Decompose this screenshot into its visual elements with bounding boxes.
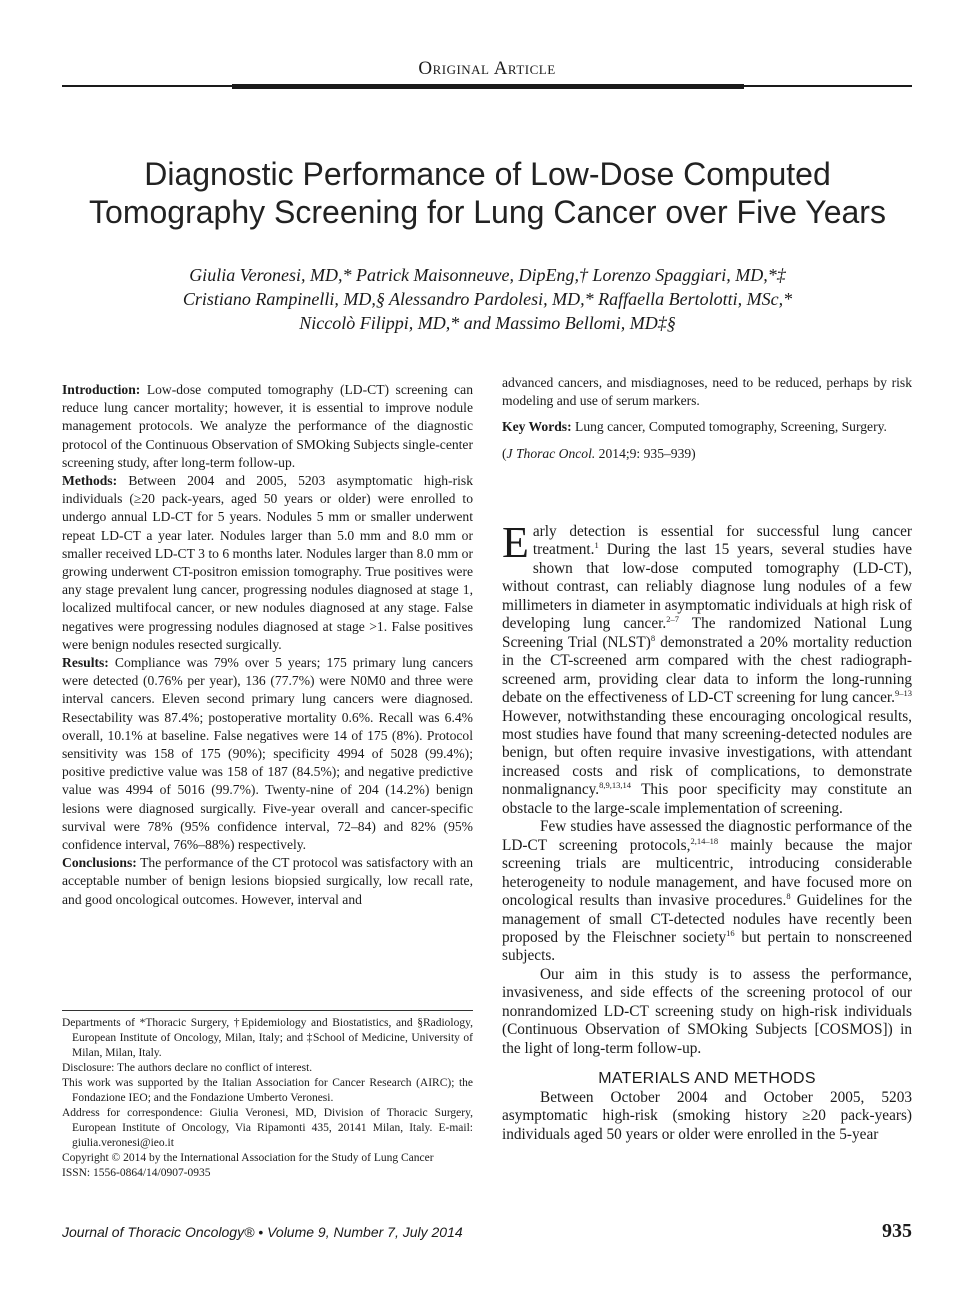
body-paragraph — [502, 518, 912, 818]
body-paragraph — [502, 818, 912, 966]
drop-cap: E — [502, 518, 529, 567]
reference[interactable]: 1 — [594, 540, 599, 551]
author-list — [80, 263, 895, 335]
footnote-correspondence: Address for correspondence: Giulia Veronesi, MD, Division of Thoracic Surgery, European Institute of Oncology, Via Ripamonti 435, 20141 Milan, Italy. E-mail: giulia.veronesi@ieo.it — [62, 1107, 473, 1149]
reference[interactable]: 9–13 — [895, 687, 912, 698]
section-label: Original Article — [418, 58, 556, 79]
reference[interactable]: 8 — [786, 890, 791, 901]
header-rule-accent — [232, 84, 744, 89]
body-text-run: but pertain to nonscreened subjects. — [502, 928, 912, 965]
abstract-results — [62, 654, 473, 854]
abstract-introduction — [62, 381, 473, 472]
author-line: Niccolò Filippi, MD,* and Massimo Bellomi, MD‡§ — [299, 313, 676, 333]
body-text-run: demonstrated a 20% mortality reduction in the CT-screened arm compared with the chest radiograph-screened arm, providing clear data to inform the long-running debate on the effectiveness of LD-CT screening for lung cancer. — [502, 633, 912, 707]
abstract-column — [62, 381, 473, 909]
body-text-run: During the last 15 years, several studies have shown that low-dose computed tomography (LD-CT), without contrast, can reliably diagnose lung nodules of a few millimeters in diameter in asymptomatic individuals at high risk of developing lung cancer. — [502, 541, 912, 633]
keywords-text: Lung cancer, Computed tomography, Screening, Surgery. — [575, 419, 887, 435]
footnote-funding: This work was supported by the Italian Association for Cancer Research (AIRC); the Fondazione IEO; and the Fondazione Umberto Veronesi. — [62, 1077, 473, 1104]
abstract — [62, 381, 473, 909]
body-paragraph: Between October 2004 and October 2005, 5203 asymptomatic high-risk (smoking history ≥20 pack-years) individuals aged 50 years or older were enrolled in the 5-year — [502, 1088, 912, 1143]
citation-journal: J Thorac Oncol. — [506, 445, 596, 461]
reference[interactable]: 2,14–18 — [690, 835, 719, 846]
keywords-label: Key Words: — [502, 419, 572, 435]
page-number: 935 — [882, 1220, 912, 1242]
abstract-label: Methods: — [62, 473, 118, 489]
section-heading: MATERIALS AND METHODS — [598, 1070, 816, 1088]
keywords — [502, 418, 912, 436]
abstract-text: Between 2004 and 2005, 5203 asymptomatic high-risk individuals (≥20 pack-years, aged 50 years or older) were enrolled to undergo annual LD-CT for 5 years. Nodules 5 mm or smaller underwent repeat LD-CT a year later. Nodules larger than 5.0 mm and 8.0 mm or smaller received LD-CT 3 to 6 months later. Nodules larger than 8.0 mm or growing underwent CT-positron emission tomography. True positives were any stage prevalent lung cancer, progressing nodules diagnosed at stage 1, localized multifocal cancer, or new nodules diagnosed at any stage. False negatives were progressing nodules diagnosed at stage >1. False positives were benign nodules resected surgically. — [62, 473, 473, 652]
footnotes — [62, 1010, 473, 1181]
body-text-run: arly detection is essential for successful lung cancer treatment. — [532, 523, 912, 559]
abstract-continuation — [502, 374, 912, 463]
body-text-run: Guidelines for the management of small CT-detected nodules have recently been proposed by the Fleischner society — [502, 892, 912, 946]
body-text-run: This poor specificity may constitute an obstacle to the large-scale implementation of screening. — [502, 781, 912, 817]
article-title: Diagnostic Performance of Low-Dose Computed Tomography Screening for Lung Cancer over Five Years — [89, 156, 886, 230]
body-paragraph: Our aim in this study is to assess the performance, invasiveness, and side effects of the screening protocol of our nonrandomized LD-CT screening study on high-risk individuals (Continuous Observation of SMOking Subjects [COSMOS]) in the light of long-term follow-up. — [502, 965, 912, 1057]
citation-details: 2014;9: 935–939) — [598, 445, 696, 461]
page-footer — [62, 1220, 912, 1242]
author-line: Cristiano Rampinelli, MD,§ Alessandro Pardolesi, MD,* Raffaella Bertolotti, MSc,* — [182, 289, 793, 309]
abstract-label: Introduction: — [62, 382, 141, 397]
abstract-conclusions — [62, 854, 473, 909]
reference[interactable]: 8,9,13,14 — [599, 780, 632, 791]
body-text-run: The randomized National Lung Screening Trial (NLST) — [502, 615, 912, 651]
author-line: Giulia Veronesi, MD,* Patrick Maisonneuve, DipEng,† Lorenzo Spaggiari, MD,*‡ — [189, 265, 786, 285]
abstract-label: Conclusions: — [62, 855, 137, 871]
footnote-copyright: Copyright © 2014 by the International Association for the Study of Lung Cancer — [62, 1152, 434, 1164]
body-text-run: mainly because the major screening trials are multicentric, introducing considerable heterogeneity to nodule management, and have focused more on oncological results than invasive procedures. — [502, 836, 912, 910]
reference[interactable]: 16 — [726, 927, 735, 938]
reference[interactable]: 2–7 — [666, 614, 679, 625]
abstract-text: Low-dose computed tomography (LD-CT) screening can reduce lung cancer mortality; however, it is essential to improve nodule management protocols. We analyze the performance of the diagnostic protocol of the Continuous Observation of SMOking Subjects single-center screening study, after long-term follow-up. — [62, 382, 473, 470]
abstract-text: Compliance was 79% over 5 years; 175 primary lung cancers were detected (0.76% per year), 136 (77.7%) were N0M0 and three were interval cancers. Eleven second primary lung cancers were diagnosed. Resectability was 87.4%; postoperative mortality 0.6%. Recall was 6.4% overall, 10.1% at baseline. False negatives were 14 of 175 (8%). Protocol sensitivity was 158 of 175 (90%); specificity 4994 of 5028 (99.4%); positive predictive value was 158 of 187 (84.5%); and negative predictive value was 4994 of 5016 (99.7%). Twenty-nine of 204 (14.2%) benign lesions were diagnosed surgically. Five-year overall and cancer-specific survival were 78% (95% confidence interval, 72–84) and 82% (95% confidence interval, 76%–88%) respectively. — [62, 655, 474, 853]
abstract-continuation-text: advanced cancers, and misdiagnoses, need to be reduced, perhaps by risk modeling and use of serum markers. — [502, 375, 912, 409]
journal-info: Journal of Thoracic Oncology® • Volume 9, Number 7, July 2014 — [62, 1224, 463, 1240]
reference[interactable]: 8 — [650, 632, 656, 643]
citation: (J Thorac Oncol. 2014;9: 935–939) — [502, 445, 696, 461]
body-text-run: However, notwithstanding these encouraging oncological results, most studies have found that many screening-detected nodules are benign, but often require invasive investigations, with attendant increased costs and risk of complications, to demonstrate nonmalignancy. — [502, 707, 912, 799]
abstract-text: The performance of the CT protocol was satisfactory with an acceptable number of benign lesions biopsied surgically, low recall rate, and good oncological outcomes. However, interval and — [62, 855, 473, 907]
abstract-methods — [62, 472, 473, 654]
footnote-affiliations: Departments of *Thoracic Surgery, †Epidemiology and Biostatistics, and §Radiology, European Institute of Oncology, Milan, Italy; and ‡School of Medicine, University of Milan, Milan, Italy. — [62, 1017, 473, 1059]
footnote-issn: ISSN: 1556-0864/14/0907-0935 — [62, 1167, 211, 1179]
body-text — [502, 518, 912, 1144]
body-text-run: Few studies have assessed the diagnostic performance of the LD-CT screening protocols, — [502, 818, 912, 854]
abstract-label: Results: — [62, 655, 109, 671]
footnote-disclosure: Disclosure: The authors declare no conflict of interest. — [62, 1062, 313, 1074]
